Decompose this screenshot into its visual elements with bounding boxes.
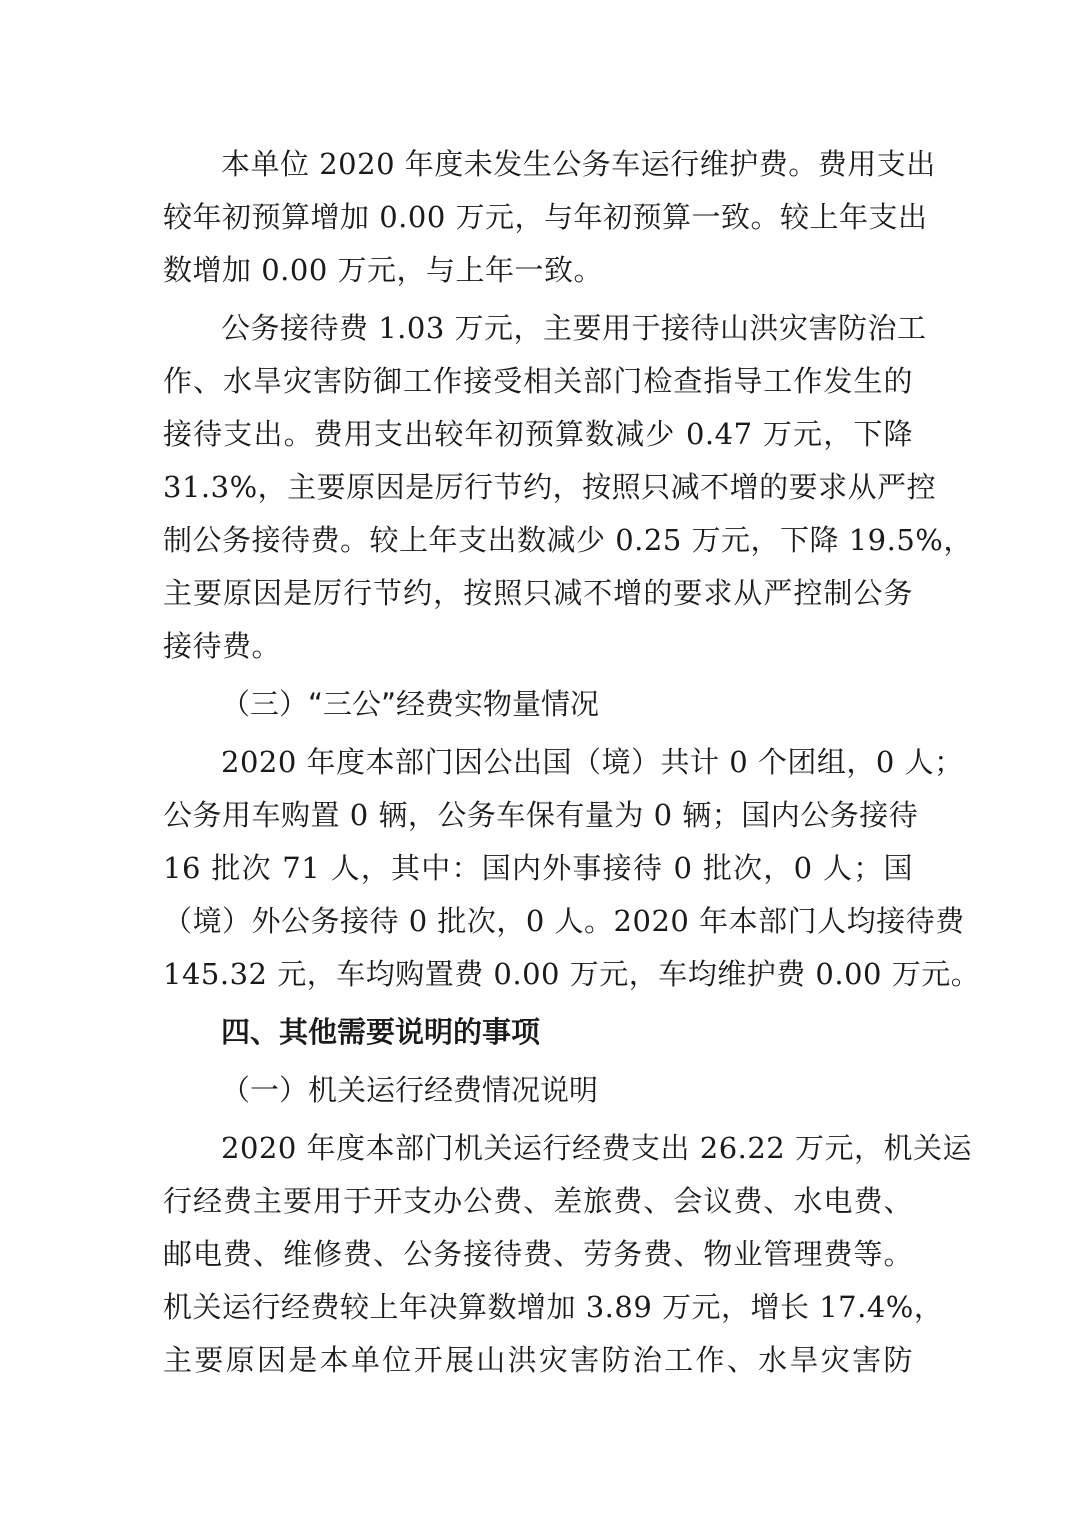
text-line: 作、水旱灾害防御工作接受相关部门检查指导工作发生的: [163, 364, 913, 398]
section-heading-other-matters: 四、其他需要说明的事项: [221, 1015, 541, 1049]
text-line: 邮电费、维修费、公务接待费、劳务费、物业管理费等。: [163, 1237, 913, 1271]
paragraph-sangong-physical: [163, 736, 981, 1001]
text-line: 公务用车购置 0 辆，公务车保有量为 0 辆；国内公务接待: [163, 798, 919, 832]
text-line: 主要原因是本单位开展山洪灾害防治工作、水旱灾害防: [163, 1343, 913, 1377]
paragraph-operating-expenses: [163, 1122, 972, 1387]
section-heading-sangong-physical: （三）“三公”经费实物量情况: [221, 687, 600, 721]
text-line: 接待费。: [163, 629, 282, 663]
text-line: 本单位 2020 年度未发生公务车运行维护费。费用支出: [221, 147, 936, 181]
text-line: 机关运行经费较上年决算数增加 3.89 万元，增长 17.4%，: [163, 1290, 944, 1324]
text-line: 接待支出。费用支出较年初预算数减少 0.47 万元，下降: [163, 417, 913, 451]
text-line: 2020 年度本部门机关运行经费支出 26.22 万元，机关运: [221, 1131, 972, 1165]
section-heading-operating-expenses: （一）机关运行经费情况说明: [221, 1073, 599, 1107]
document-page: [163, 138, 981, 1387]
text-line: 主要原因是厉行节约，按照只减不增的要求从严控制公务: [163, 576, 913, 610]
text-line: （境）外公务接待 0 批次，0 人。2020 年本部门人均接待费: [163, 904, 965, 938]
paragraph-reception-fee: [163, 302, 973, 673]
paragraph-vehicle-maintenance: [163, 138, 936, 297]
text-line: 公务接待费 1.03 万元，主要用于接待山洪灾害防治工: [221, 311, 927, 345]
text-line: 31.3%，主要原因是厉行节约，按照只减不增的要求从严控: [163, 470, 937, 504]
text-line: 行经费主要用于开支办公费、差旅费、会议费、水电费、: [163, 1184, 913, 1218]
text-line: 2020 年度本部门因公出国（境）共计 0 个团组，0 人；: [221, 745, 964, 779]
text-line: 较年初预算增加 0.00 万元，与年初预算一致。较上年支出: [163, 200, 928, 234]
text-line: 数增加 0.00 万元，与上年一致。: [163, 253, 604, 287]
text-line: 145.32 元，车均购置费 0.00 万元，车均维护费 0.00 万元。: [163, 957, 981, 991]
text-line: 制公务接待费。较上年支出数减少 0.25 万元，下降 19.5%，: [163, 523, 973, 557]
text-line: 16 批次 71 人，其中：国内外事接待 0 批次，0 人；国: [163, 851, 913, 885]
